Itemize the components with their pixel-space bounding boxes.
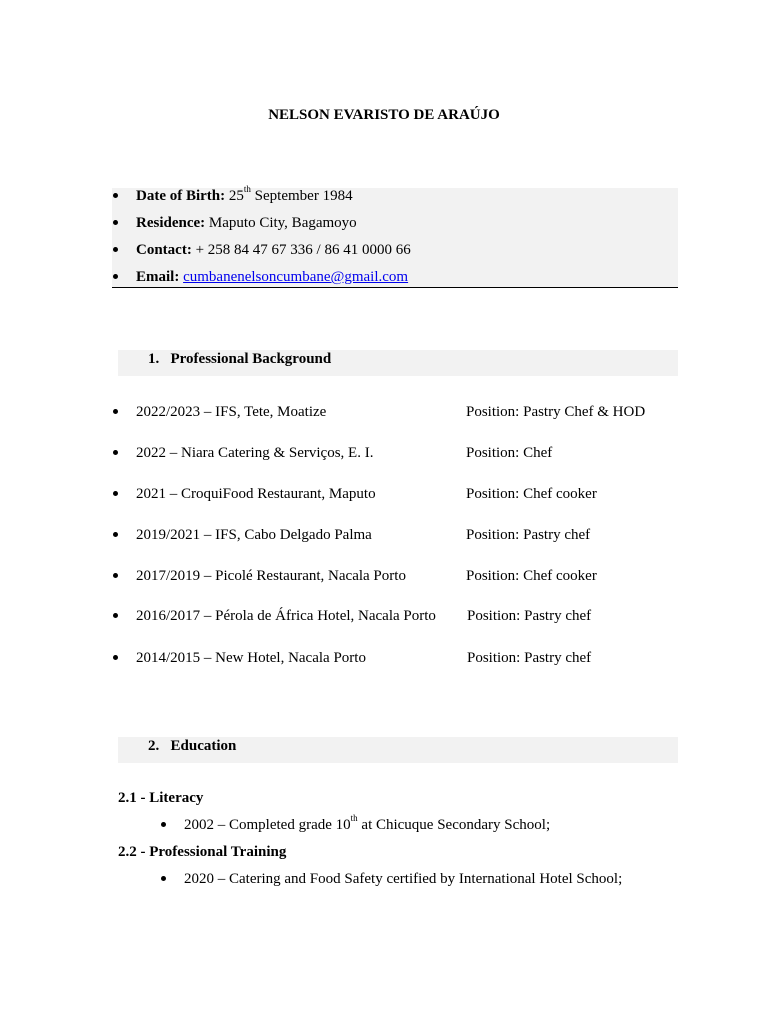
residence-row — [112, 213, 357, 233]
job-position: Position: Pastry chef — [467, 608, 592, 624]
literacy-heading: 2.1 - Literacy — [118, 790, 204, 806]
bullet-icon — [112, 240, 136, 260]
list-item — [112, 566, 597, 586]
residence-value: Maputo City, Bagamoyo — [208, 215, 357, 231]
section-number: 2. — [148, 738, 160, 754]
residence-label: Residence: — [136, 215, 206, 231]
dob-day: 25 — [228, 188, 244, 204]
email-row — [112, 267, 408, 287]
bullet-icon — [112, 402, 136, 422]
list-item — [112, 484, 597, 504]
list-item — [112, 402, 646, 422]
job-period: 2014/2015 – New Hotel, Nacala Porto — [136, 650, 366, 666]
list-item — [112, 525, 591, 545]
bullet-icon — [112, 648, 136, 668]
job-position: Position: Pastry chef — [466, 527, 591, 543]
literacy-text: 2002 – Completed grade 10 — [184, 817, 351, 833]
contact-value: + 258 84 47 67 336 / 86 41 0000 66 — [195, 242, 411, 258]
bullet-icon — [112, 186, 136, 206]
email-link[interactable]: cumbanenelsoncumbane@gmail.com — [183, 269, 409, 285]
bullet-icon — [112, 566, 136, 586]
literacy-suffix: th — [350, 813, 358, 823]
job-position: Position: Chef cooker — [466, 486, 597, 502]
training-heading: 2.2 - Professional Training — [118, 844, 287, 860]
bullet-icon — [112, 606, 136, 626]
contact-label: Contact: — [136, 242, 192, 258]
list-item — [112, 648, 592, 668]
list-item — [160, 869, 622, 889]
section-title: Professional Background — [170, 351, 332, 367]
job-position: Position: Pastry chef — [467, 650, 592, 666]
section-heading-professional-background — [148, 351, 331, 368]
dob-label: Date of Birth: — [136, 188, 226, 204]
training-text: 2020 – Catering and Food Safety certified by International Hotel School; — [184, 871, 623, 887]
bullet-icon — [112, 484, 136, 504]
bullet-icon — [112, 443, 136, 463]
dob-rest: September 1984 — [254, 188, 353, 204]
contact-row — [112, 240, 411, 260]
list-item — [112, 606, 592, 626]
section-number: 1. — [148, 351, 160, 367]
literacy-text-end: at Chicuque Secondary School; — [361, 817, 551, 833]
bullet-icon — [112, 267, 136, 287]
job-period: 2019/2021 – IFS, Cabo Delgado Palma — [136, 527, 372, 543]
document-title: NELSON EVARISTO DE ARAÚJO — [268, 107, 500, 123]
bullet-icon — [112, 213, 136, 233]
section-title: Education — [170, 738, 237, 754]
list-item — [160, 815, 550, 835]
dob-row — [112, 186, 353, 206]
section-heading-education — [148, 738, 236, 755]
list-item — [112, 443, 553, 463]
email-label: Email: — [136, 269, 180, 285]
job-position: Position: Chef — [466, 445, 553, 461]
job-position: Position: Pastry Chef & HOD — [466, 404, 646, 420]
job-period: 2022 – Niara Catering & Serviços, E. I. — [136, 445, 374, 461]
job-period: 2016/2017 – Pérola de África Hotel, Nacala Porto — [136, 608, 436, 624]
bullet-icon — [160, 815, 184, 835]
job-period: 2022/2023 – IFS, Tete, Moatize — [136, 404, 327, 420]
bullet-icon — [160, 869, 184, 889]
job-position: Position: Chef cooker — [466, 568, 597, 584]
job-period: 2021 – CroquiFood Restaurant, Maputo — [136, 486, 376, 502]
job-period: 2017/2019 – Picolé Restaurant, Nacala Porto — [136, 568, 406, 584]
dob-suffix: th — [243, 184, 251, 194]
bullet-icon — [112, 525, 136, 545]
